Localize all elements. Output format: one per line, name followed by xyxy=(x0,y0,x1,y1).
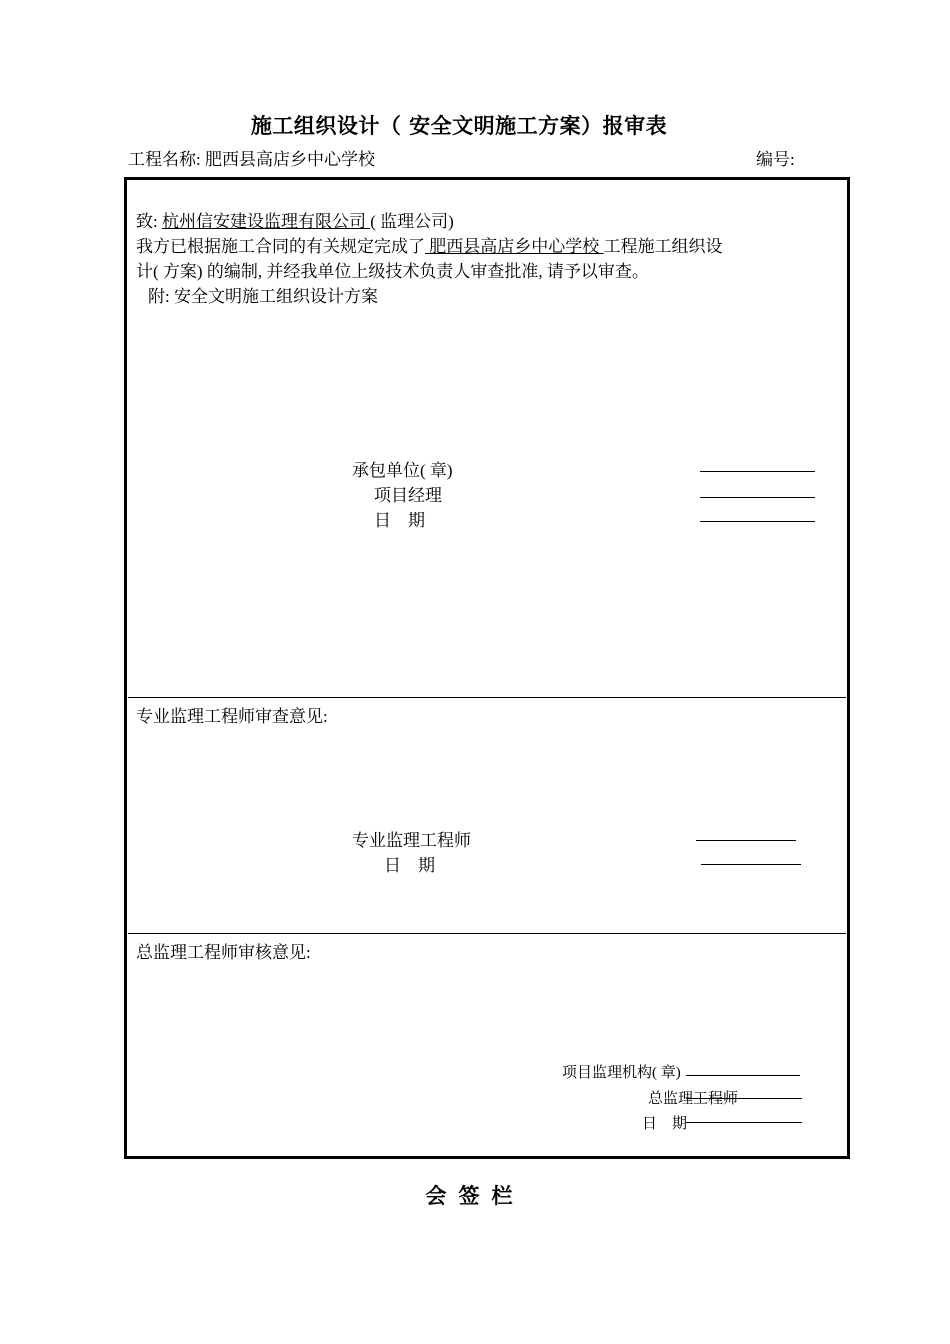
form-title: 施工组织设计（ 安全文明施工方案）报审表 xyxy=(250,114,668,138)
project-manager-signature-line xyxy=(700,497,815,498)
project-manager-label: 项目经理 xyxy=(374,486,442,505)
section-divider-1 xyxy=(128,697,846,698)
contractor-seal-signature-line xyxy=(700,471,815,472)
chief-engineer-signature-line xyxy=(686,1098,802,1099)
statement-line-2: 计( 方案) 的编制, 并经我单位上级技术负责人审查批准, 请予以审查。 xyxy=(136,262,649,281)
statement-line-1 xyxy=(136,232,723,257)
engineer-review-heading: 专业监理工程师审查意见: xyxy=(136,707,328,726)
contractor-date-line xyxy=(700,521,815,522)
chief-engineer-label: 总监理工程师 xyxy=(648,1091,739,1107)
attachment-line: 附: 安全文明施工组织设计方案 xyxy=(148,287,378,306)
form-frame xyxy=(124,177,850,1159)
engineer-date-line xyxy=(701,864,801,865)
engineer-date-label: 日 期 xyxy=(384,856,435,875)
countersign-title: 会签栏 xyxy=(425,1184,525,1208)
contractor-seal-label: 承包单位( 章) xyxy=(352,461,453,480)
statement-project-name: 肥西县高店乡中心学校 xyxy=(425,237,604,256)
supervision-org-seal-line xyxy=(686,1075,800,1076)
chief-date-label: 日 期 xyxy=(642,1116,688,1132)
addressee-suffix: ( 监理公司) xyxy=(370,212,454,231)
supervision-engineer-signature-line xyxy=(696,840,796,841)
chief-review-heading: 总监理工程师审核意见: xyxy=(136,943,311,962)
supervision-company-name: 杭州信安建设监理有限公司 xyxy=(161,212,371,231)
addressee-prefix: 致: xyxy=(136,212,162,231)
chief-date-line xyxy=(686,1122,802,1123)
form-number-label: 编号: xyxy=(756,150,795,169)
section-divider-2 xyxy=(128,933,846,934)
project-name-label: 工程名称: 肥西县高店乡中心学校 xyxy=(128,150,375,169)
statement-part-a: 我方已根据施工合同的有关规定完成了 xyxy=(136,237,425,256)
statement-part-b: 工程施工组织设 xyxy=(603,237,723,256)
supervision-engineer-label: 专业监理工程师 xyxy=(352,831,471,850)
supervision-org-seal-label: 项目监理机构( 章) xyxy=(562,1065,681,1081)
contractor-date-label: 日 期 xyxy=(374,511,425,530)
addressee-line xyxy=(136,207,454,232)
